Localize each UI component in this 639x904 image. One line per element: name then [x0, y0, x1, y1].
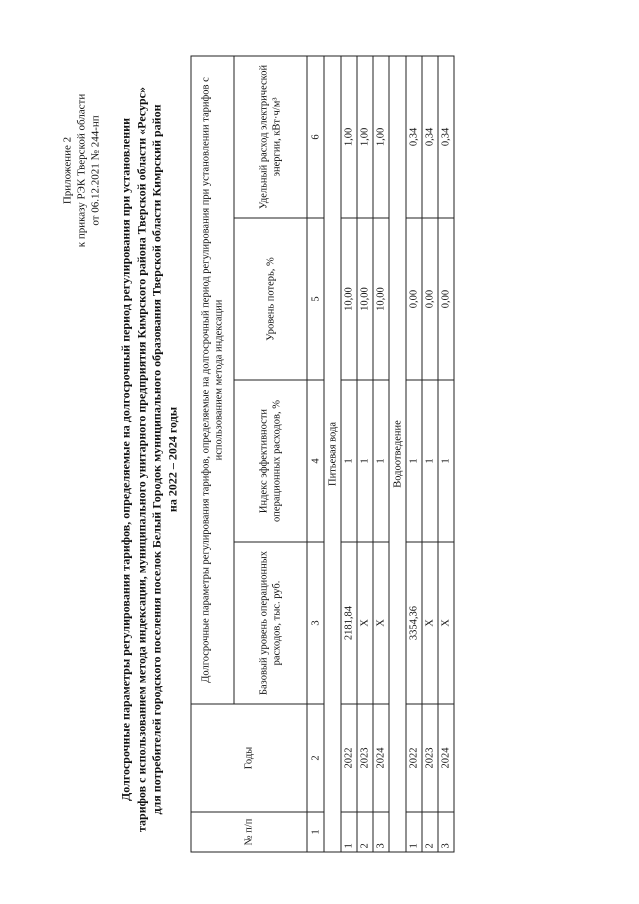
title-line: для потребителей городского поселения поселок Белый Городок муниципального образования Тверской области Кимрский район: [149, 104, 163, 815]
table-row: [406, 55, 422, 851]
cell-base: X: [438, 542, 454, 704]
header-years: Годы: [191, 704, 307, 812]
cell-losses: 0,00: [422, 218, 438, 380]
document-title: [118, 74, 180, 844]
cell-base: 3354,36: [406, 542, 422, 704]
section-row-wastewater: [389, 55, 406, 851]
header-efficiency-index: Индекс эффективности операционных расходов, %: [234, 380, 307, 542]
cell-index: 1: [357, 380, 373, 542]
cell-year: 2022: [341, 704, 357, 812]
cell-energy: 1,00: [341, 55, 357, 217]
header-losses: Уровень потерь, %: [234, 218, 307, 380]
cell-year: 2024: [373, 704, 389, 812]
title-line: тарифов с использованием метода индексации, муниципального унитарного предприятия Кимрского района Тверской области «Ресурс»: [133, 86, 148, 832]
cell-losses: 10,00: [373, 218, 389, 380]
header-base-level: Базовый уровень операционных расходов, тыс. руб.: [234, 542, 307, 704]
cell-energy: 1,00: [373, 55, 389, 217]
cell-index: 1: [438, 380, 454, 542]
table-row: [422, 55, 438, 851]
header-energy: Удельный расход электрической энергии, кВт·ч/м³: [234, 55, 307, 217]
cell-losses: 10,00: [357, 218, 373, 380]
cell-number: 2: [422, 812, 438, 852]
cell-energy: 0,34: [406, 55, 422, 217]
table-row: [438, 55, 454, 851]
section-title: Водоотведение: [389, 55, 406, 851]
cell-year: 2024: [438, 704, 454, 812]
cell-year: 2023: [357, 704, 373, 812]
section-title: Питьевая вода: [324, 55, 341, 851]
column-number: 2: [307, 704, 324, 812]
table-row: [373, 55, 389, 851]
header-number: № п/п: [191, 812, 307, 852]
table-row: [357, 55, 373, 851]
parameters-table: [190, 55, 454, 852]
cell-number: 3: [438, 812, 454, 852]
cell-energy: 0,34: [438, 55, 454, 217]
cell-number: 2: [357, 812, 373, 852]
title-line: на 2022 – 2024 годы: [164, 406, 179, 512]
cell-base: X: [422, 542, 438, 704]
cell-losses: 0,00: [438, 218, 454, 380]
column-numbering-row: [307, 55, 324, 851]
cell-losses: 10,00: [341, 218, 357, 380]
cell-number: 1: [406, 812, 422, 852]
title-line: Долгосрочные параметры регулирования тарифов, определяемые на долгосрочный период регулирования при установлении: [118, 117, 132, 801]
cell-energy: 1,00: [357, 55, 373, 217]
cell-base: X: [373, 542, 389, 704]
column-number: 6: [307, 55, 324, 217]
appendix-line: от 06.12.2021 № 244-нп: [89, 114, 101, 226]
appendix-line: Приложение 2: [61, 136, 73, 204]
header-group: Долгосрочные параметры регулирования тарифов, определяемые на долгосрочный период регулирования при установлении тарифов с использованием метода индексации: [191, 55, 234, 703]
appendix-note: [60, 80, 102, 260]
column-number: 4: [307, 380, 324, 542]
cell-index: 1: [422, 380, 438, 542]
section-row-drinking-water: [324, 55, 341, 851]
cell-losses: 0,00: [406, 218, 422, 380]
cell-year: 2022: [406, 704, 422, 812]
cell-number: 3: [373, 812, 389, 852]
table-row: [341, 55, 357, 851]
column-number: 5: [307, 218, 324, 380]
cell-energy: 0,34: [422, 55, 438, 217]
column-number: 1: [307, 812, 324, 852]
column-number: 3: [307, 542, 324, 704]
cell-index: 1: [406, 380, 422, 542]
cell-index: 1: [373, 380, 389, 542]
cell-year: 2023: [422, 704, 438, 812]
cell-base: 2181,84: [341, 542, 357, 704]
cell-base: X: [357, 542, 373, 704]
appendix-line: к приказу РЭК Тверской области: [75, 93, 87, 247]
cell-number: 1: [341, 812, 357, 852]
cell-index: 1: [341, 380, 357, 542]
